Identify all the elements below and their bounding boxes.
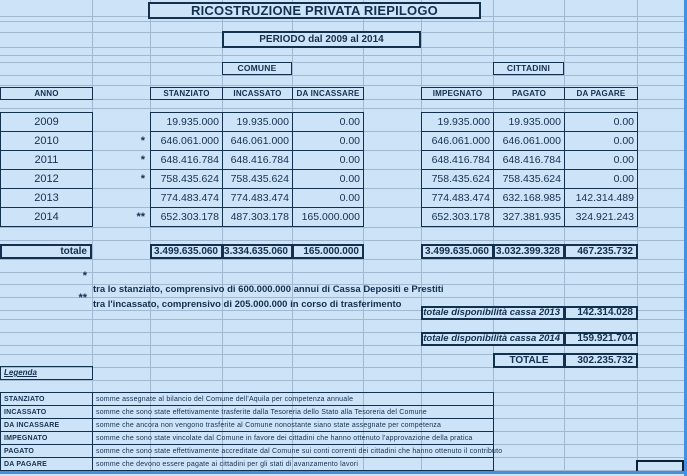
legend-term-stanziato: STANZIATO (0, 392, 93, 406)
bottom-edge-divider (0, 471, 687, 474)
cell-pagato-2014[interactable]: 327.381.935 (493, 207, 565, 227)
legend-definition: somme che sono state effettivamente trasferite dalla Tesoreria dello Stato alla Tesoreria del Comune (92, 405, 494, 419)
cell-da-incassare-2010[interactable]: 0.00 (292, 131, 364, 151)
year-cell-2014[interactable]: 2014 (0, 207, 93, 227)
column-header-incassato[interactable]: INCASSATO (222, 87, 293, 100)
cell-stanziato-2013[interactable]: 774.483.474 (150, 188, 223, 208)
note-text-2: tra l'incassato, comprensivo di 205.000.000 in corso di trasferimento (93, 298, 402, 310)
column-header-pagato[interactable]: PAGATO (493, 87, 565, 100)
legend-term-da-incassare: DA INCASSARE (0, 418, 93, 432)
note-marker-cell-2010: * (140, 134, 145, 147)
cell-impegnato-2010[interactable]: 646.061.000 (421, 131, 494, 151)
group-header-cittadini[interactable]: CITTADINI (493, 62, 564, 75)
cell-stanziato-2009[interactable]: 19.935.000 (150, 112, 223, 132)
cell-da-pagare-2011[interactable]: 0.00 (564, 150, 638, 170)
cassa-2013-value[interactable]: 142.314.028 (564, 306, 638, 320)
legend-definition: somme che devono essere pagate ai cittadini per gli stati di avanzamento lavori (92, 457, 494, 471)
cell-stanziato-2011[interactable]: 648.416.784 (150, 150, 223, 170)
cassa-2014-label[interactable]: totale disponibilità cassa 2014 (421, 332, 565, 346)
cell-da-incassare-2009[interactable]: 0.00 (292, 112, 364, 132)
note-text-1: tra lo stanziato, comprensivo di 600.000.000 annui di Cassa Depositi e Prestiti (93, 283, 444, 295)
legend-term-da-pagare: DA PAGARE (0, 457, 93, 471)
column-header-stanziato[interactable]: STANZIATO (150, 87, 223, 100)
column-header-da-pagare[interactable]: DA PAGARE (564, 87, 638, 100)
cell-stanziato-2010[interactable]: 646.061.000 (150, 131, 223, 151)
cell-da-incassare-2014[interactable]: 165.000.000 (292, 207, 364, 227)
cell-da-pagare-2010[interactable]: 0.00 (564, 131, 638, 151)
year-cell-2012[interactable]: 2012 (0, 169, 93, 189)
cell-impegnato-2014[interactable]: 652.303.178 (421, 207, 494, 227)
column-header-anno[interactable]: ANNO (0, 87, 93, 100)
note-marker-cell-2012: * (140, 172, 145, 185)
cell-da-pagare-2013[interactable]: 142.314.489 (564, 188, 638, 208)
cell-da-pagare-2012[interactable]: 0.00 (564, 169, 638, 189)
cell-pagato-2013[interactable]: 632.168.985 (493, 188, 565, 208)
legend-definition: somme che sono state effettivamente accreditate dal Comune sui conti correnti dei cittadini che hanno ottenuto il contributo (92, 444, 494, 458)
legend-term-pagato: PAGATO (0, 444, 93, 458)
cell-impegnato-2011[interactable]: 648.416.784 (421, 150, 494, 170)
report-title: RICOSTRUZIONE PRIVATA RIEPILOGO (148, 2, 481, 19)
totale-label-cell[interactable]: totale (0, 244, 92, 259)
cell-da-pagare-2009[interactable]: 0.00 (564, 112, 638, 132)
cell-incassato-2012[interactable]: 758.435.624 (222, 169, 293, 189)
year-cell-2011[interactable]: 2011 (0, 150, 93, 170)
totale-stanziato-cell[interactable]: 3.499.635.060 (150, 244, 223, 259)
cell-da-pagare-2014[interactable]: 324.921.243 (564, 207, 638, 227)
period-label: PERIODO dal 2009 al 2014 (222, 31, 421, 48)
year-cell-2009[interactable]: 2009 (0, 112, 93, 132)
note-marker-2: ** (78, 291, 87, 304)
cell-pagato-2011[interactable]: 648.416.784 (493, 150, 565, 170)
note-marker-cell-2014: ** (136, 210, 145, 223)
year-cell-2013[interactable]: 2013 (0, 188, 93, 208)
cell-impegnato-2012[interactable]: 758.435.624 (421, 169, 494, 189)
cell-da-incassare-2011[interactable]: 0.00 (292, 150, 364, 170)
grand-total-label[interactable]: TOTALE (493, 353, 565, 368)
group-header-comune[interactable]: COMUNE (222, 62, 292, 75)
legend-definition: somme che ancora non vengono trasferite al Comune nonostante siano state assegnate per competenza (92, 418, 494, 432)
cell-pagato-2012[interactable]: 758.435.624 (493, 169, 565, 189)
legend-definition: somme che sono state vincolate dal Comune in favore dei cittadini che hanno ottenuto l'approvazione della pratica (92, 431, 494, 445)
cassa-2014-value[interactable]: 159.921.704 (564, 332, 638, 346)
totale-incassato-cell[interactable]: 3.334.635.060 (222, 244, 293, 259)
totale-impegnato-cell[interactable]: 3.499.635.060 (421, 244, 494, 259)
note-marker-cell-2009 (92, 112, 148, 132)
cell-impegnato-2009[interactable]: 19.935.000 (421, 112, 494, 132)
year-cell-2010[interactable]: 2010 (0, 131, 93, 151)
cell-da-incassare-2013[interactable]: 0.00 (292, 188, 364, 208)
cell-pagato-2009[interactable]: 19.935.000 (493, 112, 565, 132)
note-marker-1: * (82, 269, 87, 282)
column-header-impegnato[interactable]: IMPEGNATO (421, 87, 494, 100)
totale-pagato-cell[interactable]: 3.032.399.328 (493, 244, 565, 259)
cell-da-incassare-2012[interactable]: 0.00 (292, 169, 364, 189)
legend-title: Legenda (0, 366, 93, 380)
cell-incassato-2011[interactable]: 648.416.784 (222, 150, 293, 170)
cell-incassato-2013[interactable]: 774.483.474 (222, 188, 293, 208)
cell-incassato-2009[interactable]: 19.935.000 (222, 112, 293, 132)
cell-incassato-2014[interactable]: 487.303.178 (222, 207, 293, 227)
totale-da-pagare-cell[interactable]: 467.235.732 (564, 244, 638, 259)
cell-pagato-2010[interactable]: 646.061.000 (493, 131, 565, 151)
note-marker-cell-2011: * (140, 153, 145, 166)
cassa-2013-label[interactable]: totale disponibilità cassa 2013 (421, 306, 565, 320)
cell-stanziato-2014[interactable]: 652.303.178 (150, 207, 223, 227)
legend-term-impegnato: IMPEGNATO (0, 431, 93, 445)
totale-da-incassare-cell[interactable]: 165.000.000 (292, 244, 364, 259)
legend-definition: somme assegnate al bilancio del Comune dell'Aquila per competenza annuale (92, 392, 494, 406)
cell-impegnato-2013[interactable]: 774.483.474 (421, 188, 494, 208)
legend-term-incassato: INCASSATO (0, 405, 93, 419)
grand-total-value[interactable]: 302.235.732 (564, 353, 638, 368)
cell-incassato-2010[interactable]: 646.061.000 (222, 131, 293, 151)
column-header-da-incassare[interactable]: DA INCASSARE (292, 87, 364, 100)
cell-stanziato-2012[interactable]: 758.435.624 (150, 169, 223, 189)
note-marker-cell-2013 (92, 188, 148, 208)
